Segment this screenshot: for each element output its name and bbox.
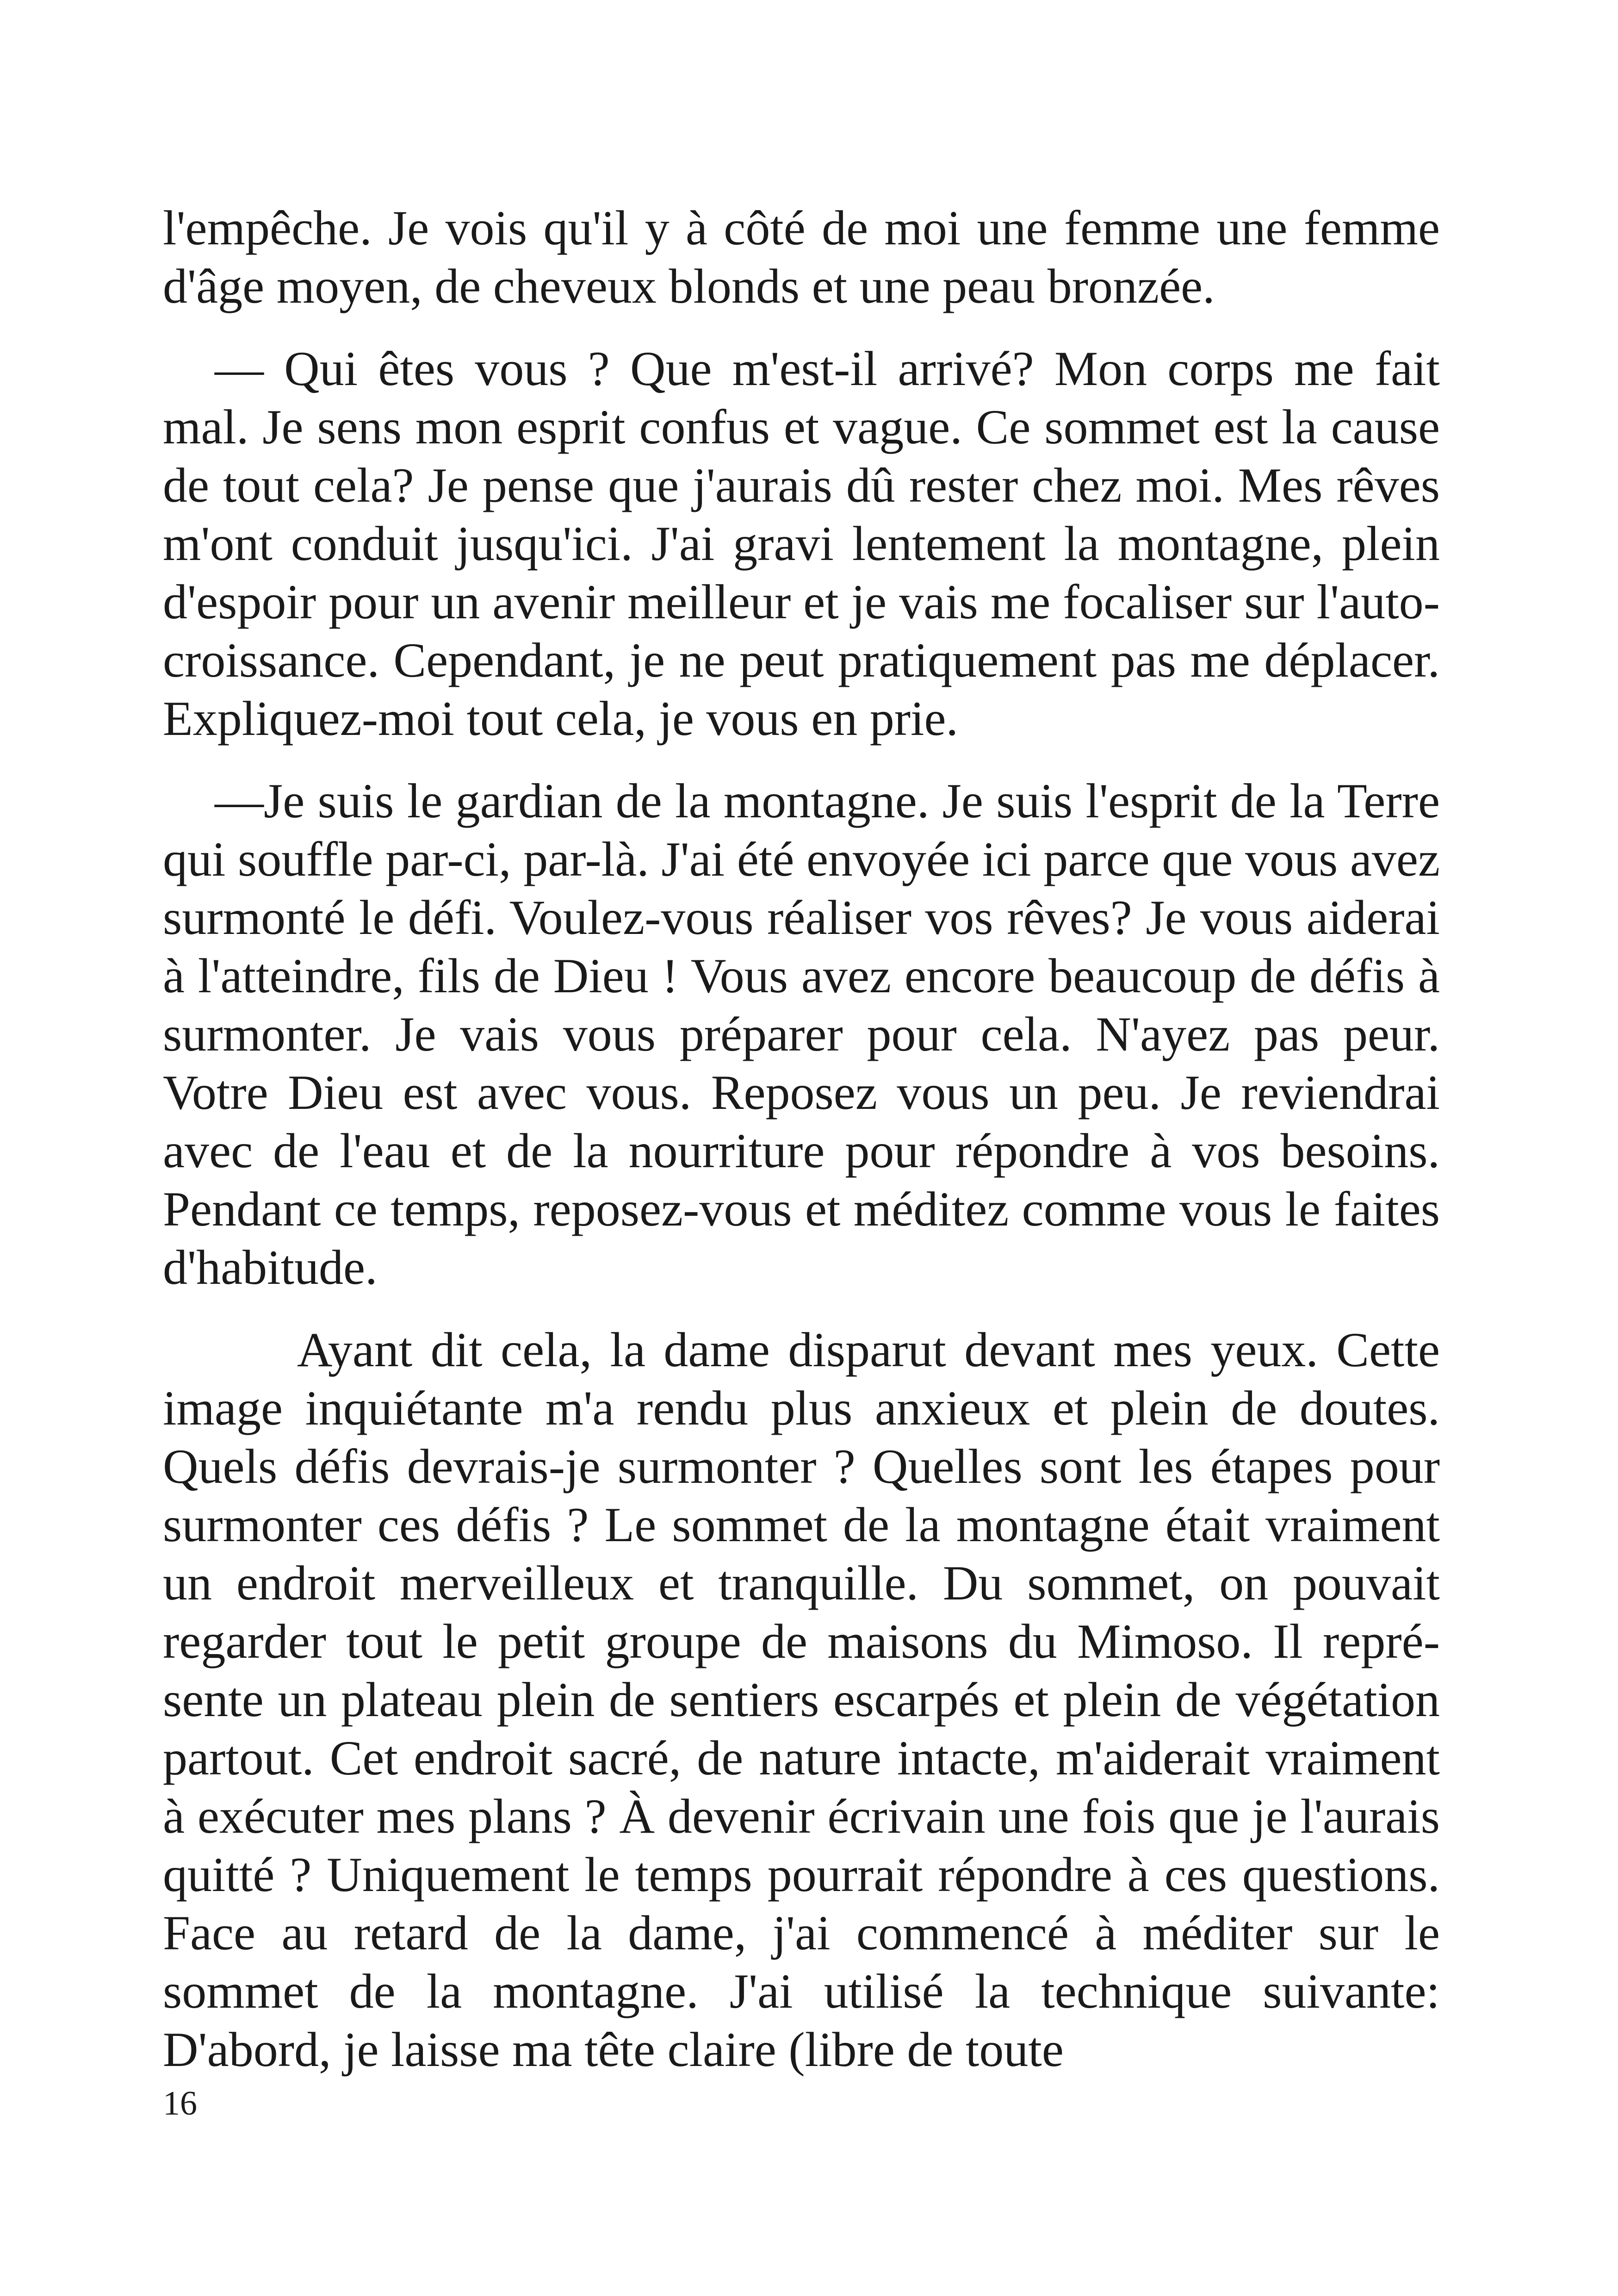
paragraph-dialogue-guardian: —Je suis le gardian de la montagne. Je suis l'esprit de la Terre qui souffle par-ci, par-là. J'ai été envoyée ici parce que vous avez surmonté le défi. Voulez-vous réaliser vos rêves? Je vous aiderai à l'atteindre, fils de Dieu ! Vous avez encore beaucoup de défis à surmonter. Je vais vous préparer pour cela. N'ayez pas peur. Votre Dieu est avec vous. Reposez vous un peu. Je reviendrai avec de l'eau et de la nourriture pour répondre à vos besoins. Pendant ce temps, reposez-vous et méditez comme vous le faites d'habitude. [163, 774, 1440, 1294]
paragraph-narration: Ayant dit cela, la dame disparut devant mes yeux. Cette image inquiétante m'a rendu plus anxieux et plein de doutes. Quels défis devrais-je surmonter ? Quelles sont les étapes pour surmonter ces défis ? Le sommet de la montagne était vraiment un endroit merveilleux et tranquille. Du sommet, on pouvait regarder tout le petit groupe de maisons du Mimoso. Il représente un plateau plein de sentiers escarpés et plein de végétation partout. Cet endroit sacré, de nature intacte, m'aiderait vraiment à exécuter mes plans ? À devenir écrivain une fois que je l'aurais quitté ? Uniquement le temps pourrait répondre à ces questions. Face au retard de la dame, j'ai commencé à méditer sur le sommet de la montagne. J'ai utilisé la technique suivante: D'abord, je laisse ma tête claire (libre de toute [163, 1323, 1440, 2077]
paragraph-dialogue-question: — Qui êtes vous ? Que m'est-il arrivé? Mon corps me fait mal. Je sens mon esprit confus et vague. Ce sommet est la cause de tout cela? Je pense que j'aurais dû rester chez moi. Mes rêves m'ont conduit jusqu'ici. J'ai gravi lentement la montagne, plein d'espoir pour un avenir meilleur et je vais me focaliser sur l'auto-croissance. Cependant, je ne peut pratiquement pas me déplacer. Expliquez-moi tout cela, je vous en prie. [163, 342, 1440, 746]
paragraph-continuation: l'empêche. Je vois qu'il y à côté de moi une femme une femme d'âge moyen, de cheveux blonds et une peau bronzée. [163, 201, 1440, 313]
page-number: 16 [163, 2084, 197, 2122]
body-text [163, 199, 1440, 2079]
